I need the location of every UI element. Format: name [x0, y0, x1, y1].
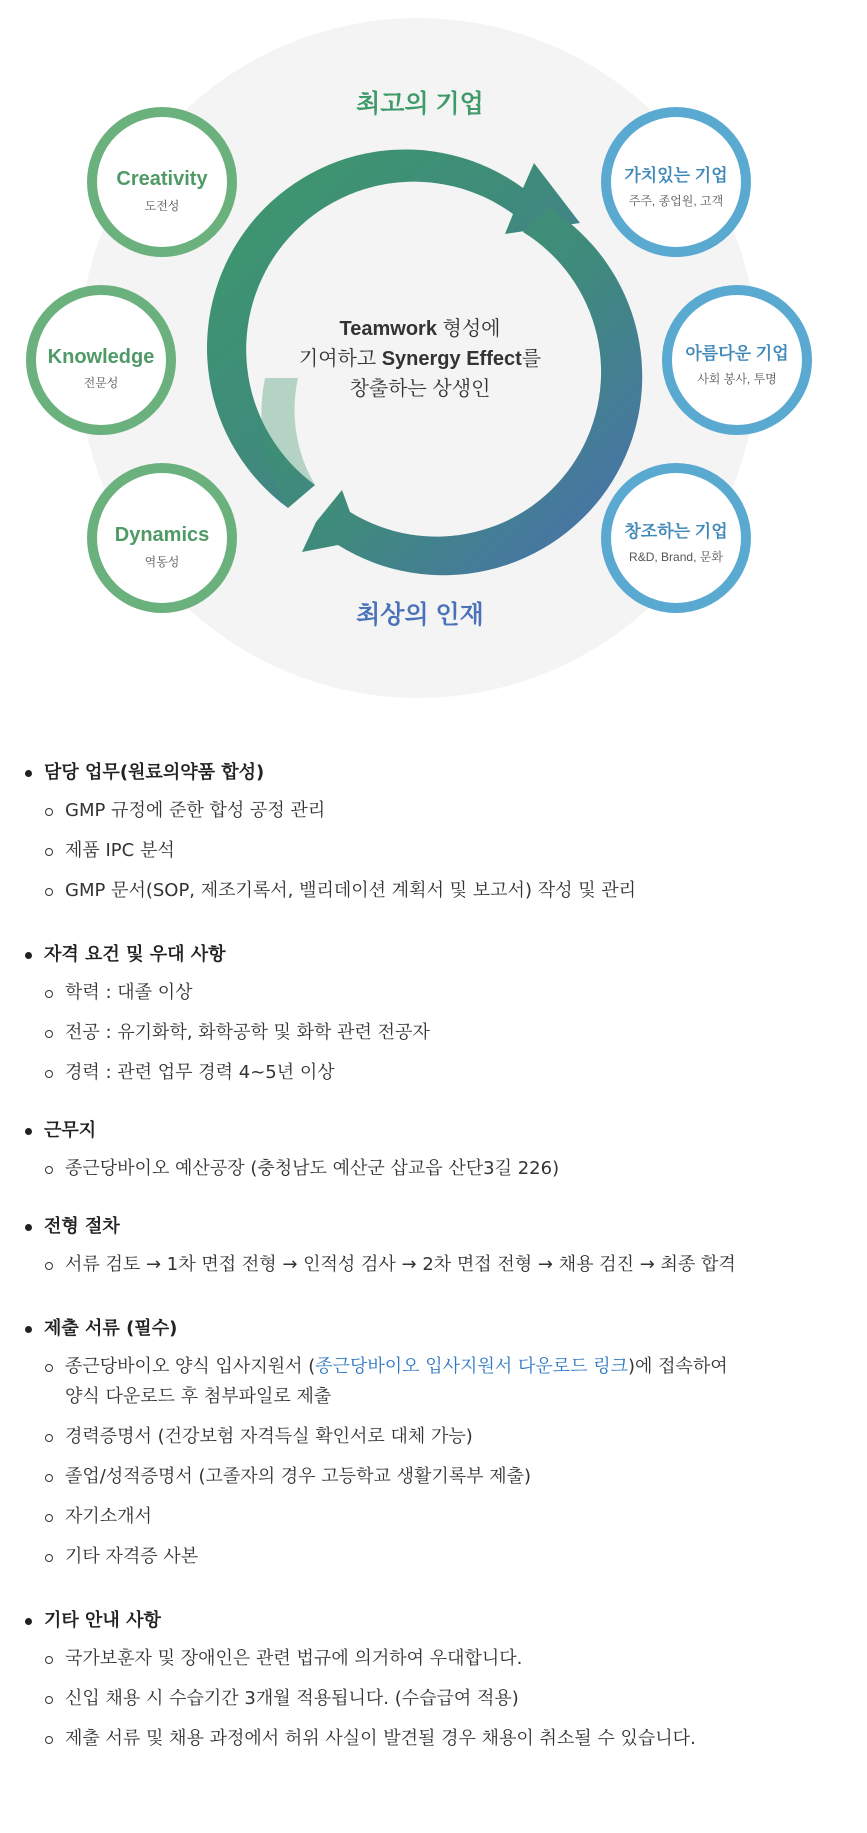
right-circle-creative [606, 468, 746, 608]
list-item [0, 1352, 867, 1412]
center-line2-pre: 기여하고 [298, 348, 382, 370]
dynamics-title: Dynamics [114, 524, 210, 546]
item-text: )에 접속하여 [628, 1356, 728, 1377]
list-item: 경력증명서 (건강보험 자격득실 확인서로 대체 가능) [0, 1422, 867, 1452]
section-title: 근무지 [0, 1118, 867, 1144]
list-item: 학력 : 대졸 이상 [0, 978, 867, 1008]
knowledge-sub: 전문성 [83, 376, 119, 390]
beautiful-title: 아름다운 기업 [685, 344, 789, 363]
section-title: 자격 요건 및 우대 사항 [0, 942, 867, 968]
item-text: 양식 다운로드 후 첨부파일로 제출 [65, 1386, 332, 1407]
svg-text:Teamwork 형성에 [340, 317, 501, 340]
top-label: 최고의 기업 [356, 90, 484, 118]
left-circle-dynamics [92, 468, 232, 608]
section-documents [0, 1316, 867, 1572]
section-location [0, 1118, 867, 1184]
list-item: 자기소개서 [0, 1502, 867, 1532]
section-other [0, 1608, 867, 1754]
section-title: 전형 절차 [0, 1214, 867, 1240]
svg-text:기여하고 Synergy Effect를 [299, 347, 541, 370]
beautiful-sub: 사회 봉사, 투명 [697, 372, 777, 386]
talent-diagram [0, 0, 867, 720]
bottom-label: 최상의 인재 [356, 601, 484, 629]
valuable-sub: 주주, 종업원, 고객 [628, 194, 724, 208]
list-item: 졸업/성적증명서 (고졸자의 경우 고등학교 생활기록부 제출) [0, 1462, 867, 1492]
left-circle-creativity [92, 112, 232, 252]
center-line1-bold: Teamwork [339, 318, 437, 340]
list-item: 신입 채용 시 수습기간 3개월 적용됩니다. (수습급여 적용) [0, 1684, 867, 1714]
section-title: 제출 서류 (필수) [0, 1316, 867, 1342]
list-item: 기타 자격증 사본 [0, 1542, 867, 1572]
list-item: 경력 : 관련 업무 경력 4~5년 이상 [0, 1058, 867, 1088]
section-title: 기타 안내 사항 [0, 1608, 867, 1634]
center-line1-rest: 형성에 [436, 318, 501, 340]
valuable-title: 가치있는 기업 [624, 166, 728, 185]
list-item: 서류 검토 → 1차 면접 전형 → 인적성 검사 → 2차 면접 전형 → 채용 검진 → 최종 합격 [0, 1250, 867, 1280]
creativity-sub: 도전성 [144, 199, 180, 213]
list-item: 제출 서류 및 채용 과정에서 허위 사실이 발견될 경우 채용이 취소될 수 있습니다. [0, 1724, 867, 1754]
right-circle-beautiful [667, 290, 807, 430]
section-title: 담당 업무(원료의약품 합성) [0, 760, 867, 786]
list-item: 종근당바이오 예산공장 (충청남도 예산군 삽교읍 산단3길 226) [0, 1154, 867, 1184]
job-details [0, 760, 867, 1754]
knowledge-title: Knowledge [47, 346, 155, 368]
center-line3: 창출하는 상생인 [349, 378, 491, 400]
list-item: 제품 IPC 분석 [0, 836, 867, 866]
item-text: 종근당바이오 양식 입사지원서 ( [65, 1356, 316, 1377]
creativity-title: Creativity [116, 168, 208, 190]
right-circle-valuable [606, 112, 746, 252]
list-item: GMP 규정에 준한 합성 공정 관리 [0, 796, 867, 826]
center-line2-bold: Synergy Effect [381, 348, 522, 370]
list-item: 국가보훈자 및 장애인은 관련 법규에 의거하여 우대합니다. [0, 1644, 867, 1674]
creative-title: 창조하는 기업 [624, 522, 728, 541]
left-circle-knowledge [31, 290, 171, 430]
section-process [0, 1214, 867, 1280]
creative-sub: R&D, Brand, 문화 [629, 550, 723, 564]
list-item: GMP 문서(SOP, 제조기록서, 밸리데이션 계획서 및 보고서) 작성 및 관리 [0, 876, 867, 906]
section-qualifications [0, 942, 867, 1088]
application-download-link[interactable]: 종근당바이오 입사지원서 다운로드 링크 [315, 1356, 628, 1377]
list-item: 전공 : 유기화학, 화학공학 및 화학 관련 전공자 [0, 1018, 867, 1048]
section-duties [0, 760, 867, 906]
dynamics-sub: 역동성 [144, 555, 180, 569]
center-line2-rest: 를 [521, 348, 542, 370]
